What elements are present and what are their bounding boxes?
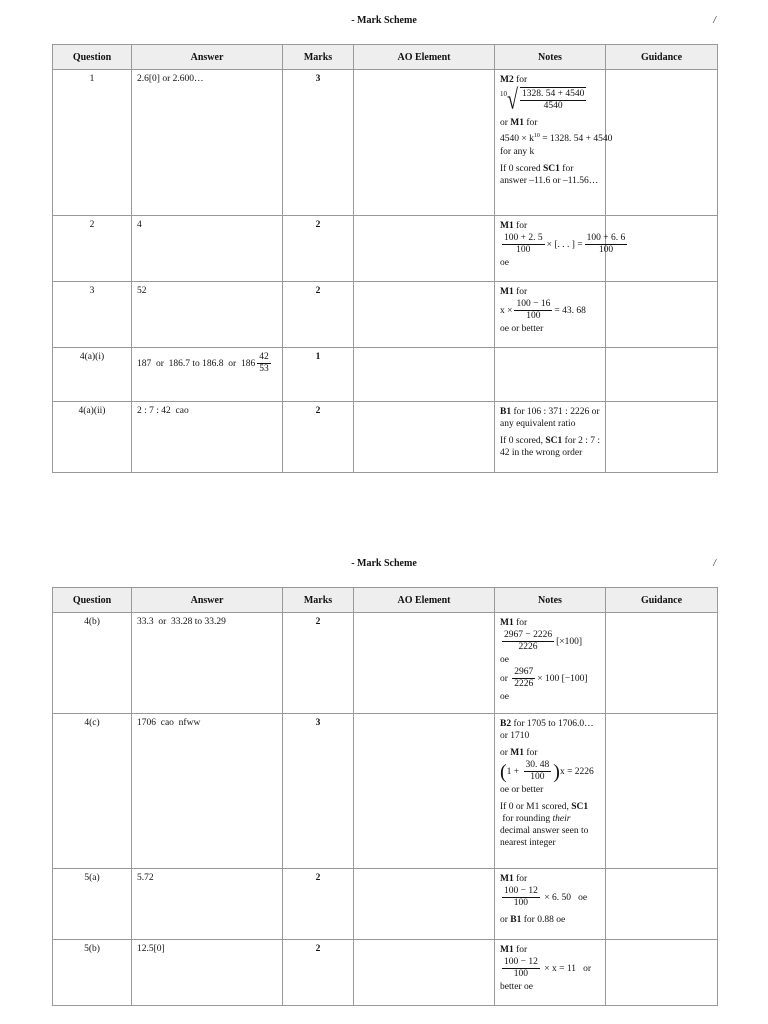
notes-cell: M1 for x × $\frac{100 - 16}{100}$ = 43. 68 oe or better [495, 282, 605, 340]
column-header-notes: Notes [495, 45, 606, 70]
table-row [53, 348, 718, 402]
table-row [53, 402, 718, 473]
marks-cell: 3 [315, 718, 321, 728]
table-row [53, 714, 718, 869]
column-header-marks: Marks [283, 588, 354, 613]
notes-cell: M2 for 10 √ $\frac{1328. 54 + 4540}{4540}$ or M1 for $4540 \times k^{10} = 1328$. 54 + 4540 for any k If 0 scored SC1 for answer –11.6 or –11.56… [500, 75, 613, 187]
ao-element-cell [354, 402, 495, 473]
notes-cell: M1 for $\frac{100 - 12}{100}$ × x = 11 or better oe [495, 940, 605, 998]
marks-cell: 2 [315, 873, 321, 883]
table-row [53, 613, 718, 714]
answer-cell: 2 : 7 : 42 cao [137, 406, 189, 416]
answer-cell: 4 [137, 220, 142, 230]
notes-cell: B2 for 1705 to 1706.0… or 1710 or M1 for ( 1 + $\frac{30. 48}{100}$ ) x = 2226 oe or better If 0 or M1 scored, SC1 for rounding their decimal answer seen to nearest integer [495, 714, 605, 854]
column-header-answer: Answer [132, 45, 283, 70]
table-row [53, 70, 718, 216]
ao-element-cell [354, 869, 495, 940]
answer-cell: 52 [137, 286, 147, 296]
marks-cell: 2 [315, 617, 321, 627]
column-header-ao-element: AO Element [354, 45, 495, 70]
question-number: 2 [89, 220, 95, 230]
table-row [53, 282, 718, 348]
marks-cell: 1 [315, 352, 321, 362]
notes-cell: M1 for $\frac{100 - 12}{100}$ × 6. 50 oe or B1 for 0.88 oe [495, 869, 605, 931]
marks-cell: 2 [315, 944, 321, 954]
column-header-answer: Answer [132, 588, 283, 613]
marks-cell: 3 [315, 74, 321, 84]
ao-element-cell [354, 348, 495, 402]
fraction-expression: $\frac{2967 - 2226}{2226}$ [×100] [504, 630, 583, 652]
column-header-question: Question [53, 45, 132, 70]
root-expression: 10 √ $\frac{1328. 54 + 4540}{4540}$ [500, 84, 585, 115]
guidance-cell [606, 282, 718, 348]
guidance-cell [606, 714, 718, 869]
notes-cell: M1 for $\frac{100 + 2. 5}{100}$ × [. . . ] = $\frac{100 + 6. 6}{100}$ oe [500, 221, 626, 268]
guidance-cell [606, 613, 718, 714]
question-number: 1 [89, 74, 95, 84]
column-header-guidance: Guidance [606, 588, 718, 613]
page-header [0, 558, 768, 578]
ao-element-cell [354, 714, 495, 869]
page-title: - Mark Scheme [351, 15, 417, 26]
question-number: 4(c) [84, 718, 100, 728]
mark-scheme-table [52, 587, 718, 1006]
column-header-guidance: Guidance [606, 45, 718, 70]
notes-cell: B1 for 106 : 371 : 2226 or any equivalent ratio If 0 scored, SC1 for 2 : 7 : 42 in the wrong order [500, 407, 601, 458]
question-number: 4(b) [84, 617, 100, 627]
question-number: 5(a) [84, 873, 100, 883]
guidance-cell [606, 402, 718, 473]
fraction-expression: ( 1 + $\frac{30. 48}{100}$ ) x = 2226 [500, 760, 594, 783]
question-number: 4(a)(i) [79, 352, 105, 362]
guidance-cell [606, 70, 718, 216]
column-header-marks: Marks [283, 45, 354, 70]
table-header-row [53, 45, 718, 70]
fraction-expression: or $\frac{2967}{2226}$ × 100 [−100] [500, 667, 588, 689]
guidance-cell [606, 940, 718, 1006]
table-row [53, 869, 718, 940]
column-header-question: Question [53, 588, 132, 613]
mark-scheme-table [52, 44, 718, 473]
page-marker: / [713, 558, 716, 569]
question-number: 3 [89, 286, 95, 296]
table-header-row [53, 588, 718, 613]
ao-element-cell [354, 613, 495, 714]
ao-element-cell [354, 940, 495, 1006]
fraction-expression: x × $\frac{100 - 16}{100}$ = 43. 68 [500, 299, 586, 321]
fraction-expression: $\frac{100 - 12}{100}$ × 6. 50 oe [504, 886, 588, 908]
fraction-expression: $\frac{100 + 2. 5}{100}$ × [. . . ] = $\frac{100 + 6. 6}{100}$ [504, 233, 626, 255]
notes-cell [495, 348, 606, 402]
marks-cell: 2 [315, 406, 321, 416]
page-title: - Mark Scheme [351, 558, 417, 569]
fraction-expression: $\frac{100 - 12}{100}$ × x = 11 or [504, 957, 592, 979]
column-header-notes: Notes [495, 588, 606, 613]
question-number: 5(b) [84, 944, 100, 954]
answer-cell: 33.3 or 33.28 to 33.29 [137, 617, 226, 627]
page-marker: / [713, 15, 716, 26]
ao-element-cell [354, 282, 495, 348]
answer-cell: 5.72 [137, 873, 154, 883]
mark-code: M2 [500, 75, 514, 85]
question-number: 4(a)(ii) [78, 406, 106, 416]
answer-cell: 187 or 186.7 to 186.8 or 186 $\frac{42}{53}$ [137, 352, 269, 374]
column-header-ao-element: AO Element [354, 588, 495, 613]
answer-cell: 2.6[0] or 2.600… [137, 74, 204, 84]
ao-element-cell [354, 216, 495, 282]
guidance-cell [606, 869, 718, 940]
answer-cell: 12.5[0] [137, 944, 165, 954]
table-row [53, 940, 718, 1006]
marks-cell: 2 [315, 220, 321, 230]
page-header [0, 15, 768, 35]
notes-cell: M1 for $\frac{2967 - 2226}{2226}$ [×100] oe or $\frac{2967}{2226}$ × 100 [−100] oe [495, 613, 605, 708]
marks-cell: 2 [315, 286, 321, 296]
guidance-cell [606, 348, 718, 402]
table-row [53, 216, 718, 282]
answer-cell: 1706 cao nfww [137, 718, 201, 728]
ao-element-cell [354, 70, 495, 216]
